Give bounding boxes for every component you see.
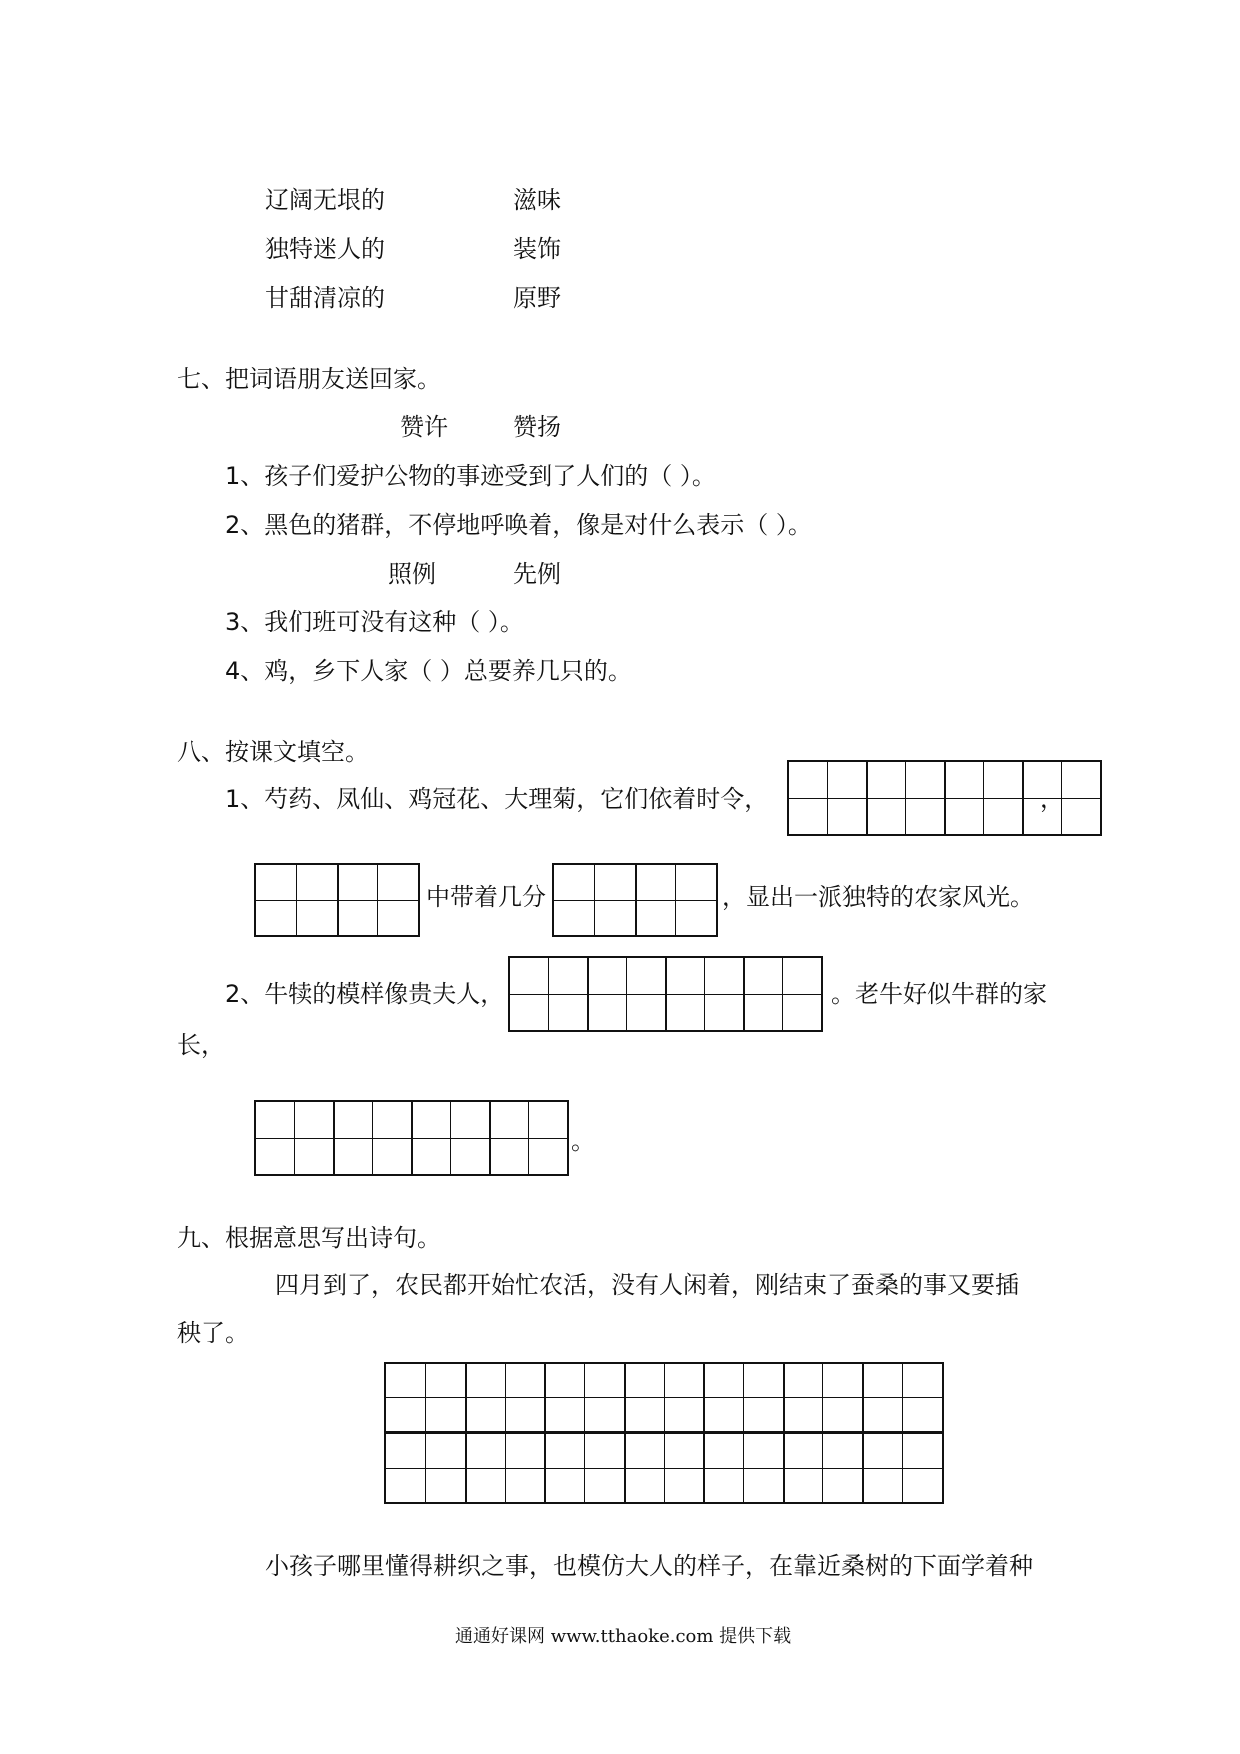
footer-watermark: 通通好课网 www.tthaoke.com 提供下载	[455, 1626, 792, 1647]
question-8-1-text: 1、芍药、凤仙、鸡冠花、大理菊，它们依着时令，	[225, 785, 769, 813]
pair-right-3: 原野	[513, 284, 561, 312]
word-xianli: 先例	[513, 560, 561, 588]
question-8-1-end: ，显出一派独特的农家风光。	[722, 883, 1034, 911]
question-7-3: 3、我们班可没有这种（ ）。	[225, 608, 524, 636]
answer-grid-8-1c[interactable]	[552, 863, 718, 937]
question-8-2-text: 2、牛犊的模样像贵夫人，	[225, 980, 505, 1008]
question-8-2-after: 。老牛好似牛群的家	[831, 980, 1047, 1008]
grid-row-line	[510, 994, 821, 995]
question-7-2: 2、黑色的猪群，不停地呼唤着，像是对什么表示（ ）。	[225, 511, 812, 539]
section7-title: 七、把词语朋友送回家。	[177, 365, 441, 393]
grid-row-line	[256, 900, 418, 901]
pair-right-2: 装饰	[513, 235, 561, 263]
question-8-2-end: 。	[571, 1127, 595, 1155]
pair-right-1: 滋味	[513, 186, 561, 214]
answer-grid-8-2b[interactable]	[254, 1100, 569, 1176]
pair-left-3: 甘甜清凉的	[265, 284, 385, 312]
pair-left-1: 辽阔无垠的	[265, 186, 385, 214]
section9-paragraph1-line2: 秧了。	[177, 1319, 249, 1347]
section8-title: 八、按课文填空。	[177, 738, 369, 766]
answer-grid-8-2a[interactable]	[508, 956, 823, 1032]
question-7-4: 4、鸡，乡下人家（ ）总要养几只的。	[225, 657, 632, 685]
question-7-1: 1、孩子们爱护公物的事迹受到了人们的（ ）。	[225, 462, 716, 490]
word-zanxu: 赞许	[400, 413, 448, 441]
word-zanyang: 赞扬	[513, 413, 561, 441]
question-8-2-cont: 长，	[177, 1031, 225, 1059]
section9-title: 九、根据意思写出诗句。	[177, 1224, 441, 1252]
pair-left-2: 独特迷人的	[265, 235, 385, 263]
grid-row-line	[554, 900, 716, 901]
answer-grid-9a[interactable]	[384, 1362, 944, 1433]
word-zhaoli: 照例	[388, 560, 436, 588]
grid-row-line	[256, 1138, 567, 1139]
grid-row-line	[386, 1468, 942, 1469]
section9-paragraph1-line1: 四月到了，农民都开始忙农活，没有人闲着，刚结束了蚕桑的事又要插	[275, 1271, 1019, 1299]
answer-grid-9b[interactable]	[384, 1432, 944, 1504]
answer-grid-8-1b[interactable]	[254, 863, 420, 937]
grid-row-line	[386, 1397, 942, 1398]
question-8-1-comma: ，	[1040, 785, 1064, 813]
section9-paragraph2-line1: 小孩子哪里懂得耕织之事，也模仿大人的样子，在靠近桑树的下面学着种	[265, 1552, 1033, 1580]
question-8-1-mid: 中带着几分	[426, 883, 546, 911]
